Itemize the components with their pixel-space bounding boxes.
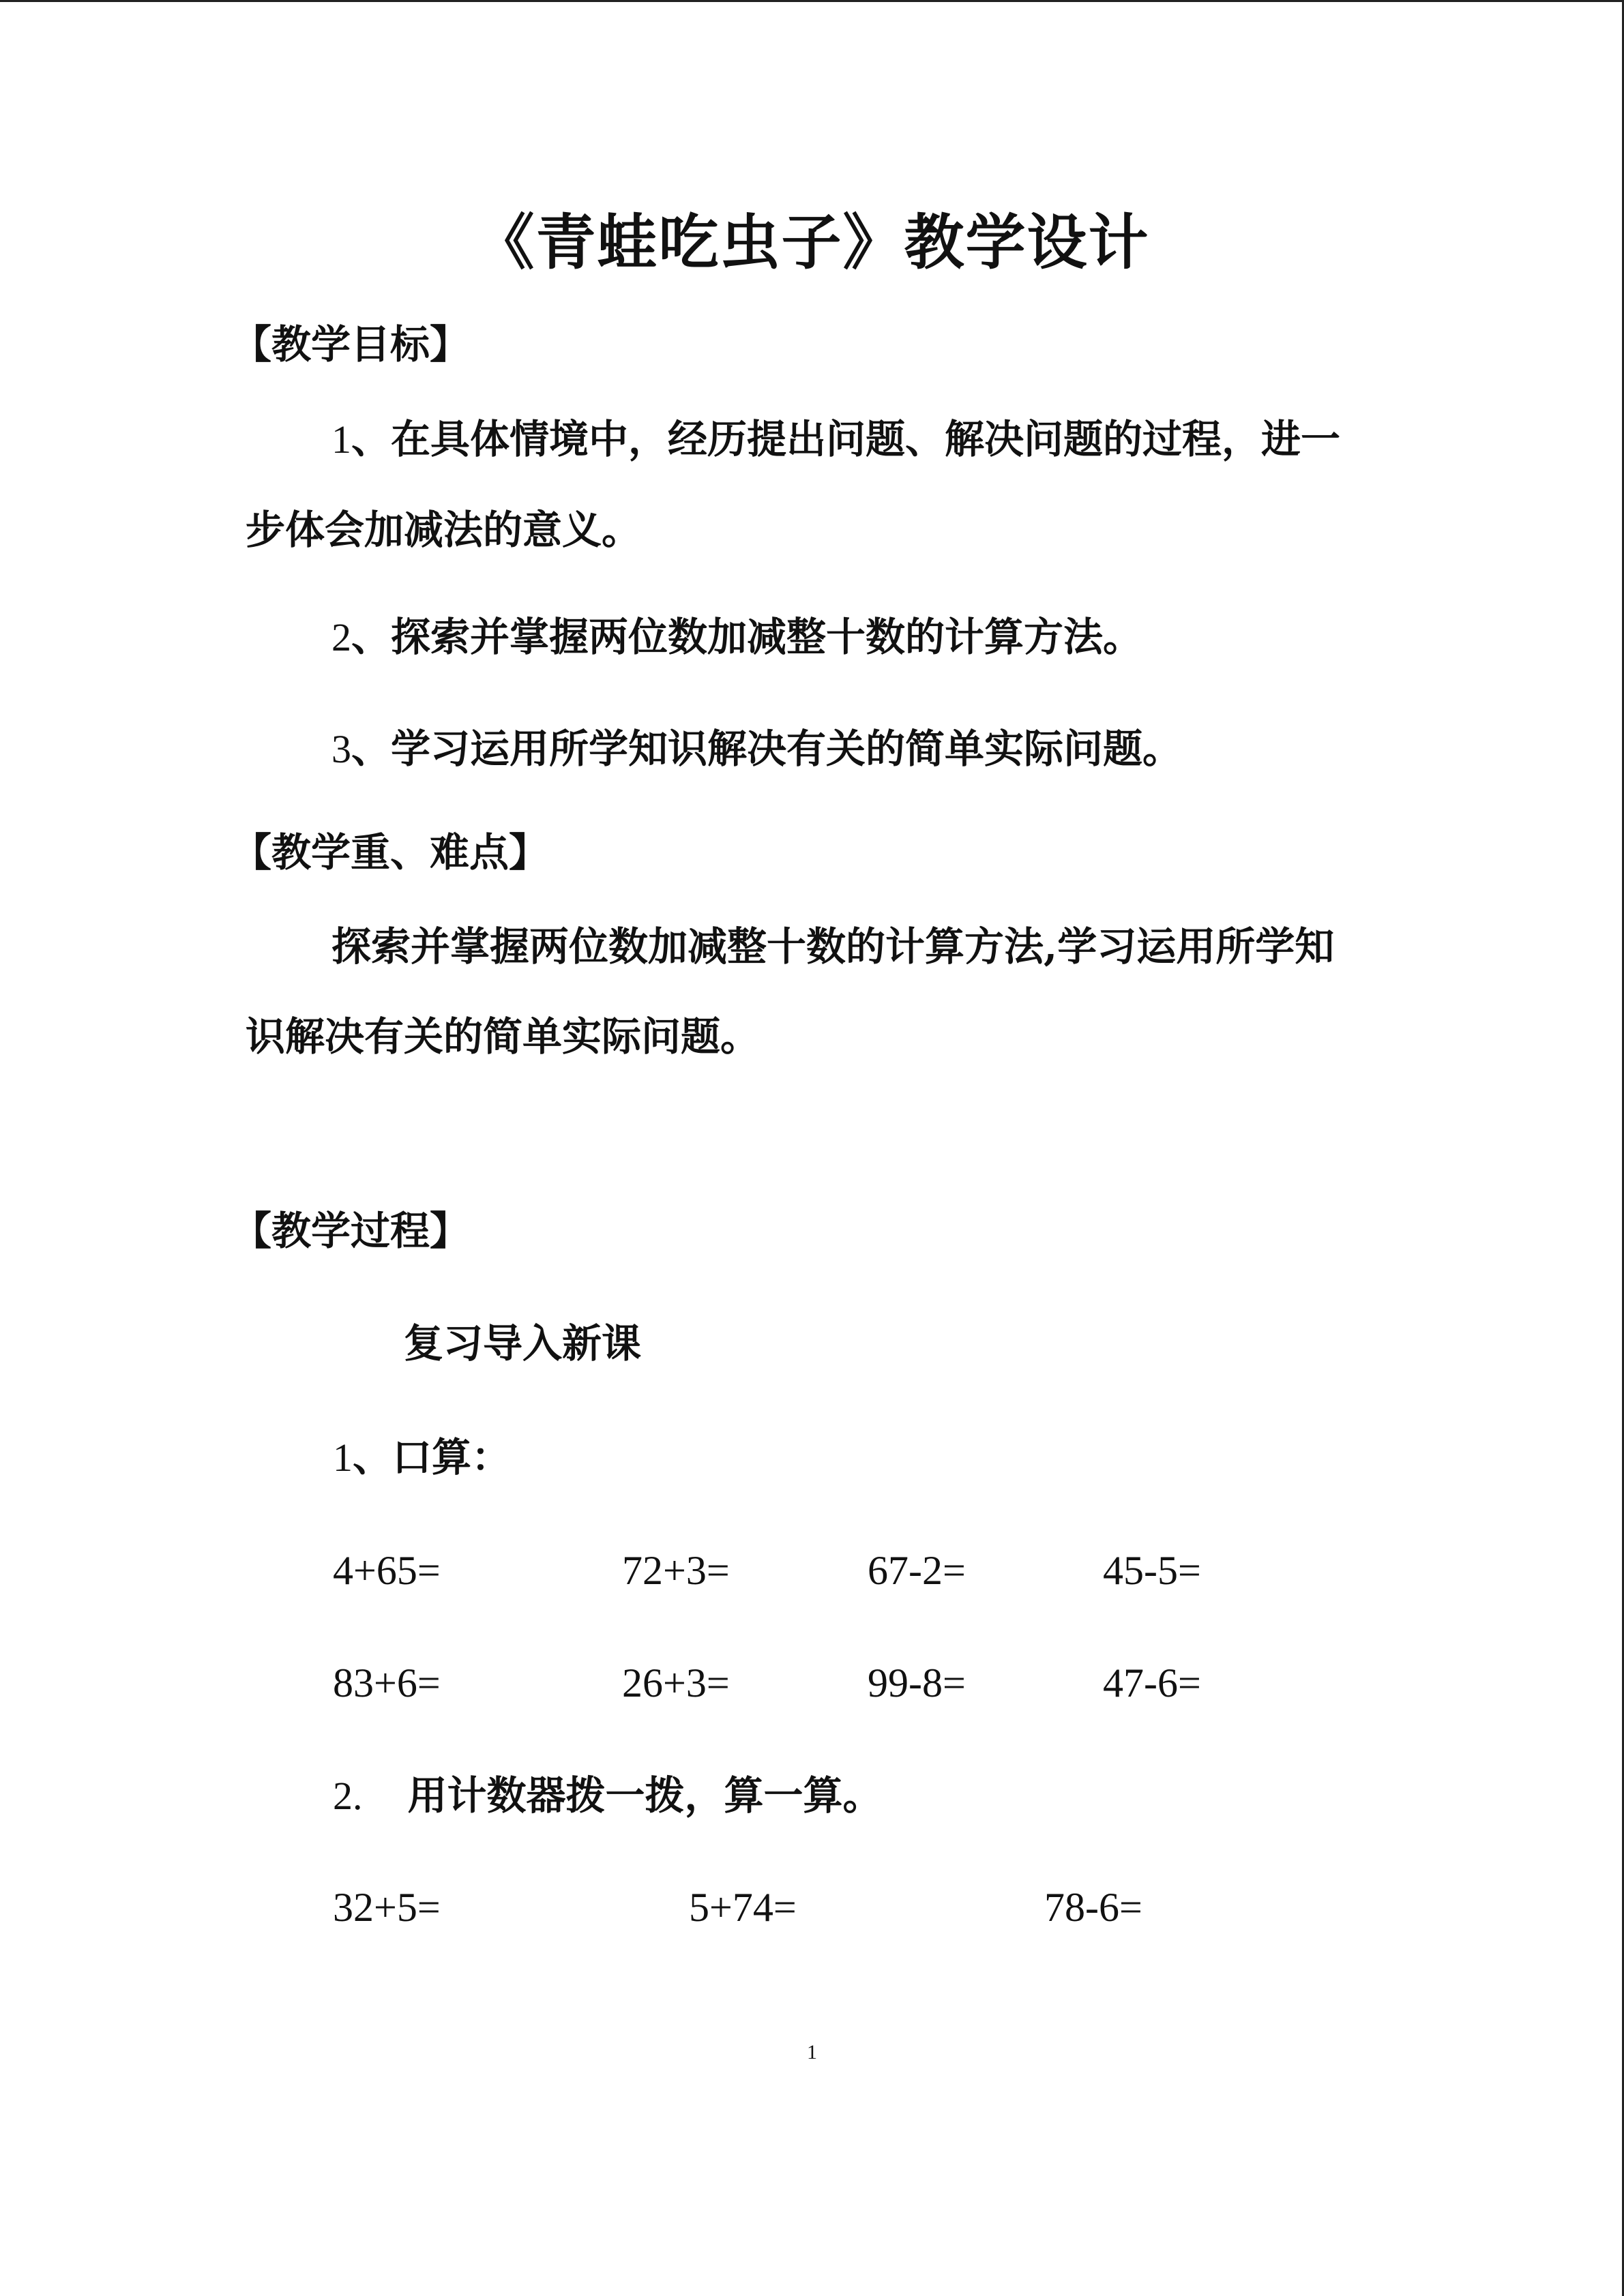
goal-item-3-number: 3 bbox=[331, 727, 351, 771]
oral-expression: 45-5= bbox=[1103, 1548, 1201, 1593]
key-points-heading: 【教学重、难点】 bbox=[232, 829, 549, 876]
counter-expression: 5+74= bbox=[689, 1885, 797, 1930]
oral-expression: 67-2= bbox=[868, 1548, 966, 1593]
step-2-number: 2. bbox=[333, 1774, 363, 1818]
counter-expression: 32+5= bbox=[333, 1885, 441, 1930]
goal-item-3-text: 、学习运用所学知识解决有关的简单实际问题。 bbox=[351, 726, 1183, 772]
step-2-label bbox=[333, 1768, 883, 1823]
counter-expression: 78-6= bbox=[1044, 1885, 1142, 1930]
step-1-number: 1 bbox=[333, 1435, 353, 1480]
goal-item-2 bbox=[246, 592, 1364, 683]
goals-heading: 【教学目标】 bbox=[232, 321, 470, 368]
oral-expression: 72+3= bbox=[622, 1548, 730, 1593]
oral-expression: 99-8= bbox=[868, 1660, 966, 1705]
oral-expression: 4+65= bbox=[333, 1548, 441, 1593]
page-number: 1 bbox=[807, 2041, 817, 2063]
goal-item-2-number: 2 bbox=[331, 615, 351, 659]
goal-item-2-text: 、探索并掌握两位数加减整十数的计算方法。 bbox=[351, 614, 1143, 660]
key-points-text: 探索并掌握两位数加减整十数的计算方法,学习运用所学知识解决有关的简单实际问题。 bbox=[246, 923, 1335, 1060]
process-subheading: 复习导入新课 bbox=[404, 1320, 642, 1367]
oral-expression: 26+3= bbox=[622, 1660, 730, 1705]
step-1-label bbox=[333, 1430, 511, 1485]
step-1-text: 、口算： bbox=[353, 1434, 512, 1480]
oral-expression: 83+6= bbox=[333, 1660, 441, 1705]
goal-item-3 bbox=[246, 704, 1364, 794]
process-heading: 【教学过程】 bbox=[232, 1208, 470, 1254]
step-2-text: 用计数器拨一拨，算一算。 bbox=[407, 1772, 883, 1819]
goal-item-1 bbox=[246, 394, 1364, 575]
goal-item-1-number: 1 bbox=[331, 417, 351, 462]
page-border-top bbox=[0, 0, 1624, 2]
document-title: 《青蛙吃虫子》教学设计 bbox=[474, 207, 1150, 278]
oral-expression: 47-6= bbox=[1103, 1660, 1201, 1705]
goal-item-1-text: 、在具体情境中，经历提出问题、解决问题的过程，进一步体会加减法的意义。 bbox=[246, 416, 1341, 553]
